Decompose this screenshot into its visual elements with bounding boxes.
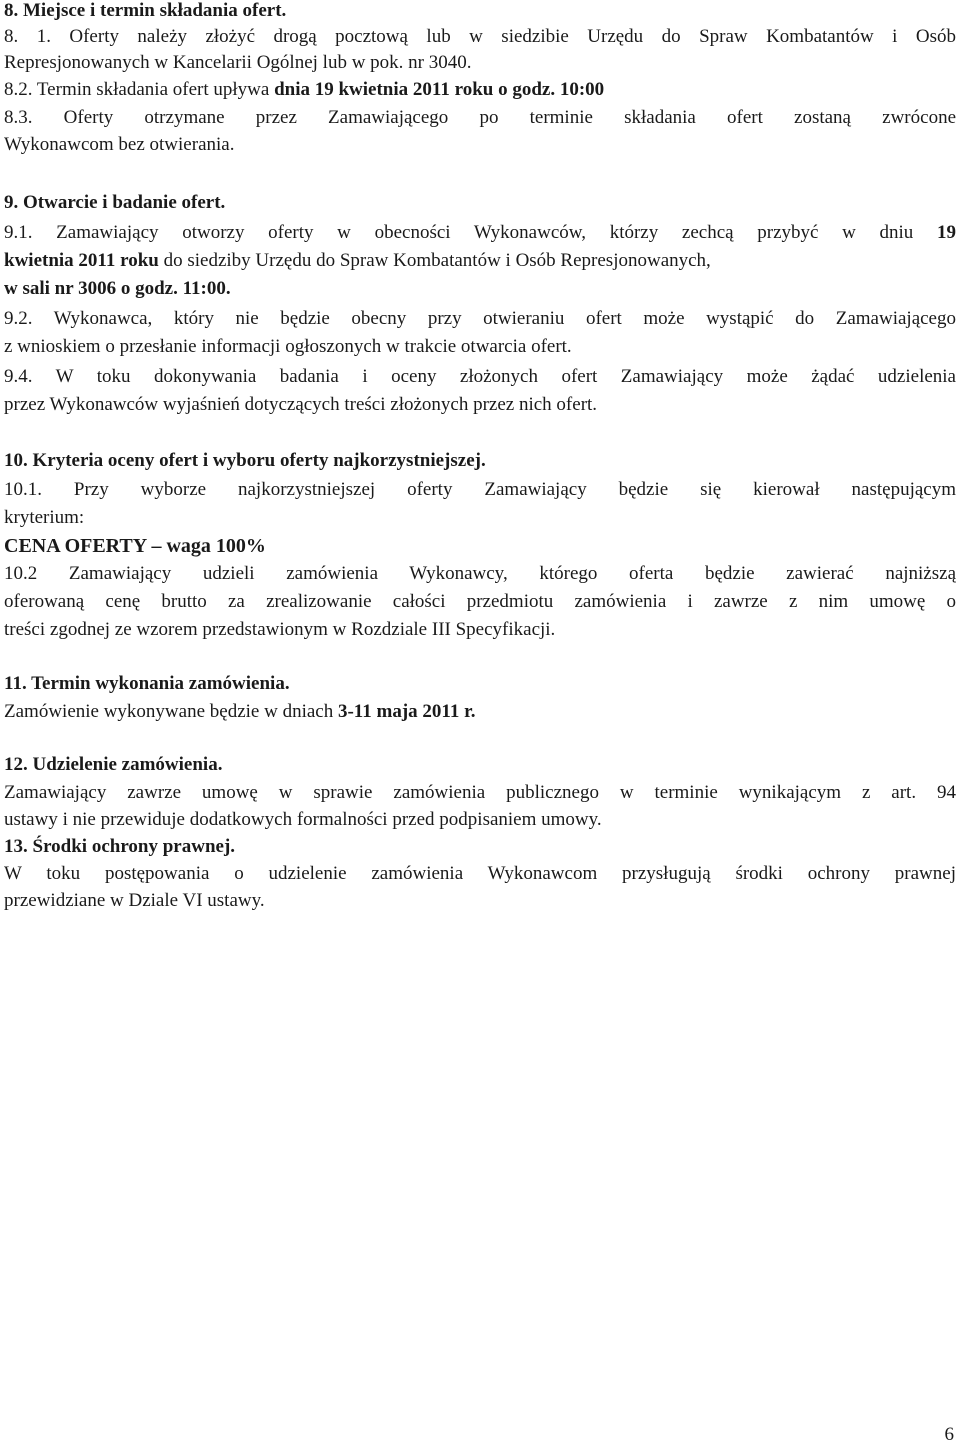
section-12-line-2: ustawy i nie przewiduje dodatkowych formalności przed podpisaniem umowy. bbox=[4, 809, 602, 830]
section-8-3-line-2: Wykonawcom bez otwierania. bbox=[4, 134, 235, 155]
section-11-line bbox=[4, 699, 956, 725]
section-9-4-line-1: 9.4. W toku dokonywania badania i oceny złożonych ofert Zamawiający może żądać udzielenia bbox=[4, 366, 956, 387]
section-9-1-day: 19 bbox=[937, 222, 956, 243]
section-10-1-line-1: 10.1. Przy wyborze najkorzystniejszej oferty Zamawiający będzie się kierował następującym bbox=[4, 479, 956, 500]
section-9-1-place: do siedziby Urzędu do Spraw Kombatantów i Osób Represjonowanych, bbox=[158, 250, 711, 271]
section-8-2-line bbox=[4, 77, 956, 103]
section-11-heading: 11. Termin wykonania zamówienia. bbox=[4, 673, 290, 694]
section-8-2-text: 8.2. Termin składania ofert upływa bbox=[4, 79, 275, 100]
section-9-2-line-2: z wnioskiem o przesłanie informacji ogłoszonych w trakcie otwarcia ofert. bbox=[4, 336, 572, 357]
section-11-dates: 3-11 maja 2011 r. bbox=[337, 701, 476, 722]
section-8-2-deadline: dnia 19 kwietnia 2011 roku o godz. 10:00 bbox=[274, 79, 605, 100]
section-9-1-line-1 bbox=[4, 220, 956, 246]
section-13-heading: 13. Środki ochrony prawnej. bbox=[4, 836, 236, 857]
section-9-heading: 9. Otwarcie i badanie ofert. bbox=[4, 192, 226, 213]
section-9-1-line-3: w sali nr 3006 o godz. 11:00. bbox=[4, 278, 231, 299]
criterion-price: CENA OFERTY – waga 100% bbox=[4, 535, 266, 557]
section-9-1-date: kwietnia 2011 roku bbox=[4, 250, 159, 271]
section-13-line-1: W toku postępowania o udzielenie zamówienia Wykonawcom przysługują środki ochrony prawnej bbox=[4, 863, 956, 884]
section-9-1-line-2 bbox=[4, 248, 956, 274]
section-10-heading: 10. Kryteria oceny ofert i wyboru oferty najkorzystniejszej. bbox=[4, 450, 486, 471]
section-10-2-line-3: treści zgodnej ze wzorem przedstawionym w Rozdziale III Specyfikacji. bbox=[4, 619, 556, 640]
section-9-1-text: 9.1. Zamawiający otworzy oferty w obecności Wykonawców, którzy zechcą przybyć w dniu bbox=[4, 222, 937, 243]
page-number: 6 bbox=[944, 1424, 954, 1445]
section-9-4-line-2: przez Wykonawców wyjaśnień dotyczących treści złożonych przez nich ofert. bbox=[4, 394, 598, 415]
section-8-1-line-2: Represjonowanych w Kancelarii Ogólnej lub w pok. nr 3040. bbox=[4, 52, 472, 73]
section-10-1-line-2: kryterium: bbox=[4, 507, 85, 528]
section-13-line-2: przewidziane w Dziale VI ustawy. bbox=[4, 890, 265, 911]
section-8-3-line-1: 8.3. Oferty otrzymane przez Zamawiającego po terminie składania ofert zostaną zwrócone bbox=[4, 107, 956, 128]
section-9-2-line-1: 9.2. Wykonawca, który nie będzie obecny przy otwieraniu ofert może wystąpić do Zamawiającego bbox=[4, 308, 956, 329]
section-8-1-line-1: 8. 1. Oferty należy złożyć drogą pocztową lub w siedzibie Urzędu do Spraw Kombatantów i Osób bbox=[4, 26, 956, 47]
section-8-heading: 8. Miejsce i termin składania ofert. bbox=[4, 0, 287, 21]
section-12-heading: 12. Udzielenie zamówienia. bbox=[4, 754, 223, 775]
section-10-2-line-1: 10.2 Zamawiający udzieli zamówienia Wykonawcy, którego oferta będzie zawierać najniższą bbox=[4, 563, 956, 584]
section-10-2-line-2: oferowaną cenę brutto za zrealizowanie całości przedmiotu zamówienia i zawrze z nim umowę o bbox=[4, 591, 956, 612]
section-11-text: Zamówienie wykonywane będzie w dniach bbox=[4, 701, 338, 722]
section-12-line-1: Zamawiający zawrze umowę w sprawie zamówienia publicznego w terminie wynikającym z art. 94 bbox=[4, 782, 956, 803]
